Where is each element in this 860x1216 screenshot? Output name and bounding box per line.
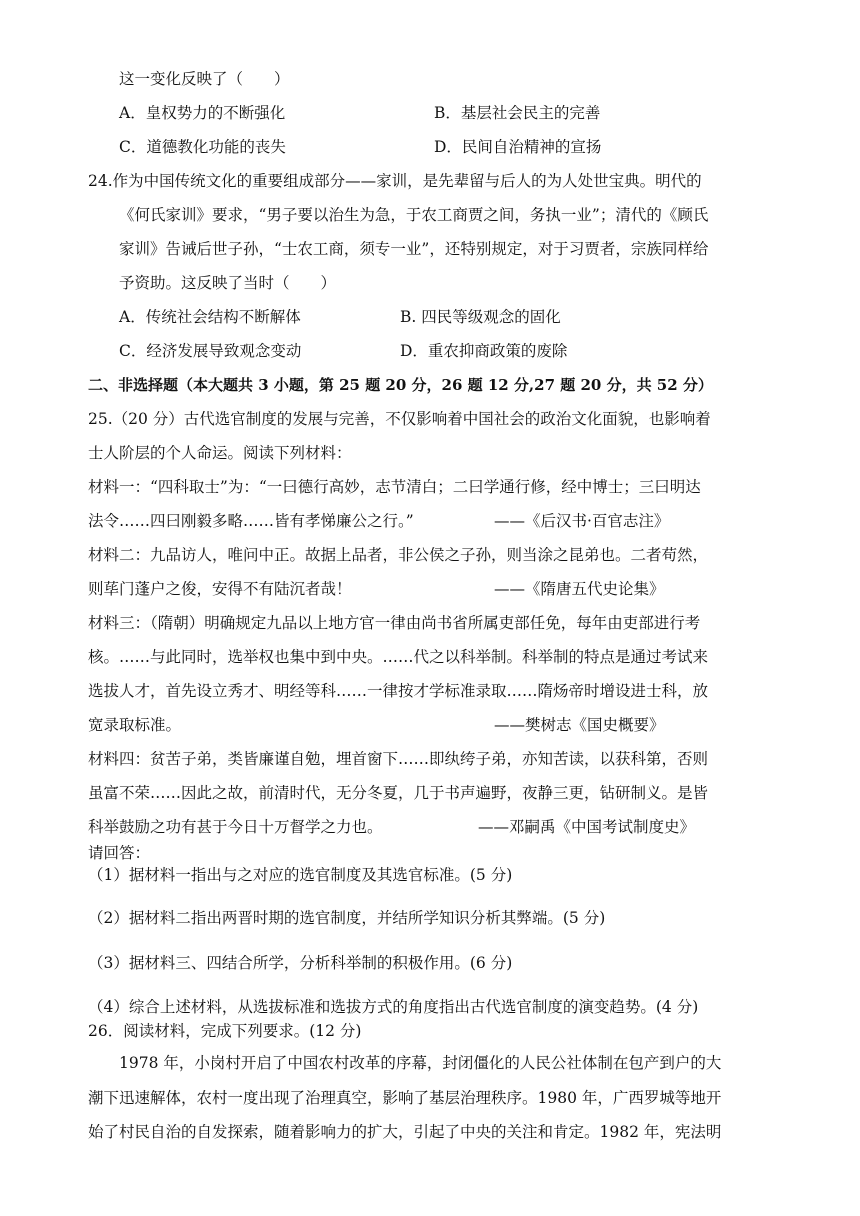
material-3-line-4: 宽录取标准。 xyxy=(88,716,182,734)
q24-option-c: C．经济发展导致观念变动 xyxy=(119,342,302,360)
q24-option-b: B. 四民等级观念的固化 xyxy=(400,308,561,326)
material-4-line-2: 虽富不荣……因此之故，前清时代，无分冬夏，几于书声遍野，夜静三更，钻研制义。是皆 xyxy=(88,784,709,802)
q24-line-4: 予资助。这反映了当时（ ） xyxy=(119,274,337,292)
q26-paragraph-line-1: 1978 年，小岗村开启了中国农村改革的序幕，封闭僵化的人民公社体制在包产到户的大 xyxy=(119,1054,722,1072)
material-4-line-3: 科举鼓励之功有甚于今日十万督学之力也。 xyxy=(88,818,383,836)
material-2-line-1: 材料二：九品访人，唯问中正。故据上品者，非公侯之子孙，则当涂之昆弟也。二者苟然， xyxy=(88,546,709,564)
q24-line-2: 《何氏家训》要求，“男子要以治生为急，于农工商贾之间，务执一业”；清代的《顾氏 xyxy=(119,206,709,224)
q24-option-d: D．重农抑商政策的废除 xyxy=(400,342,568,360)
q23-option-b: B．基层社会民主的完善 xyxy=(434,104,601,122)
material-1-source: ——《后汉书·百官志注》 xyxy=(494,512,670,530)
q26-paragraph-line-3: 始了村民自治的自发探索，随着影响力的扩大，引起了中央的关注和肯定。1982 年，宪法明 xyxy=(88,1123,722,1141)
q23-option-a: A．皇权势力的不断强化 xyxy=(119,104,286,122)
q23-stem-end: 这一变化反映了（ ） xyxy=(119,70,290,88)
material-4-source: ——邓嗣禹《中国考试制度史》 xyxy=(478,818,696,836)
q26-title: 26．阅读材料，完成下列要求。(12 分) xyxy=(88,1022,362,1040)
material-3-line-2: 核。……与此同时，选举权也集中到中央。……代之以科举制。科举制的特点是通过考试来 xyxy=(88,648,709,666)
material-3-source: ——樊树志《国史概要》 xyxy=(494,716,665,734)
q24-option-a: A．传统社会结构不断解体 xyxy=(119,308,301,326)
material-2-source: ——《隋唐五代史论集》 xyxy=(494,580,665,598)
section-heading: 二、非选择题（本大题共 3 小题，第 25 题 20 分，26 题 12 分,27 题 20 分，共 52 分） xyxy=(88,376,713,394)
q25-sub-2: （2）据材料二指出两晋时期的选官制度，并结所学知识分析其弊端。(5 分) xyxy=(88,909,606,927)
q25-intro-2: 士人阶层的个人命运。阅读下列材料： xyxy=(88,444,352,462)
q25-sub-4: （4）综合上述材料，从选拔标准和选拔方式的角度指出古代选官制度的演变趋势。(4 分) xyxy=(88,998,699,1016)
q23-option-c: C．道德教化功能的丧失 xyxy=(119,138,286,156)
q25-intro-1: 25.（20 分）古代选官制度的发展与完善，不仅影响着中国社会的政治文化面貌，也影响着 xyxy=(88,410,711,428)
answer-prompt: 请回答： xyxy=(88,844,151,862)
q24-line-1: 24.作为中国传统文化的重要组成部分——家训，是先辈留与后人的为人处世宝典。明代的 xyxy=(88,172,702,190)
material-3-line-1: 材料三：（隋朝）明确规定九品以上地方官一律由尚书省所属吏部任免，每年由吏部进行考 xyxy=(88,614,701,632)
q24-line-3: 家训》告诫后世子孙，“士农工商，须专一业”，还特别规定，对于习贾者，宗族同样给 xyxy=(119,240,709,258)
material-1-line-2: 法令……四曰刚毅多略……皆有孝悌廉公之行。” xyxy=(88,512,414,530)
q23-option-d: D．民间自治精神的宣扬 xyxy=(434,138,602,156)
material-1-line-1: 材料一：“四科取士”为：“一曰德行高妙，志节清白；二曰学通行修，经中博士；三曰明达 xyxy=(88,478,701,496)
q25-sub-3: （3）据材料三、四结合所学，分析科举制的积极作用。(6 分) xyxy=(88,954,513,972)
q25-sub-1: （1）据材料一指出与之对应的选官制度及其选官标准。(5 分) xyxy=(88,866,513,884)
material-3-line-3: 选拔人才，首先设立秀才、明经等科……一律按才学标准录取……隋炀帝时增设进士科，放 xyxy=(88,682,709,700)
material-4-line-1: 材料四：贫苦子弟，类皆廉谨自勉，埋首窗下……即纨绔子弟，亦知苦读，以获科第，否则 xyxy=(88,750,709,768)
q26-paragraph-line-2: 潮下迅速解体，农村一度出现了治理真空，影响了基层治理秩序。1980 年，广西罗城等地开 xyxy=(88,1089,722,1107)
material-2-line-2: 则荜门蓬户之俊，安得不有陆沉者哉！ xyxy=(88,580,352,598)
